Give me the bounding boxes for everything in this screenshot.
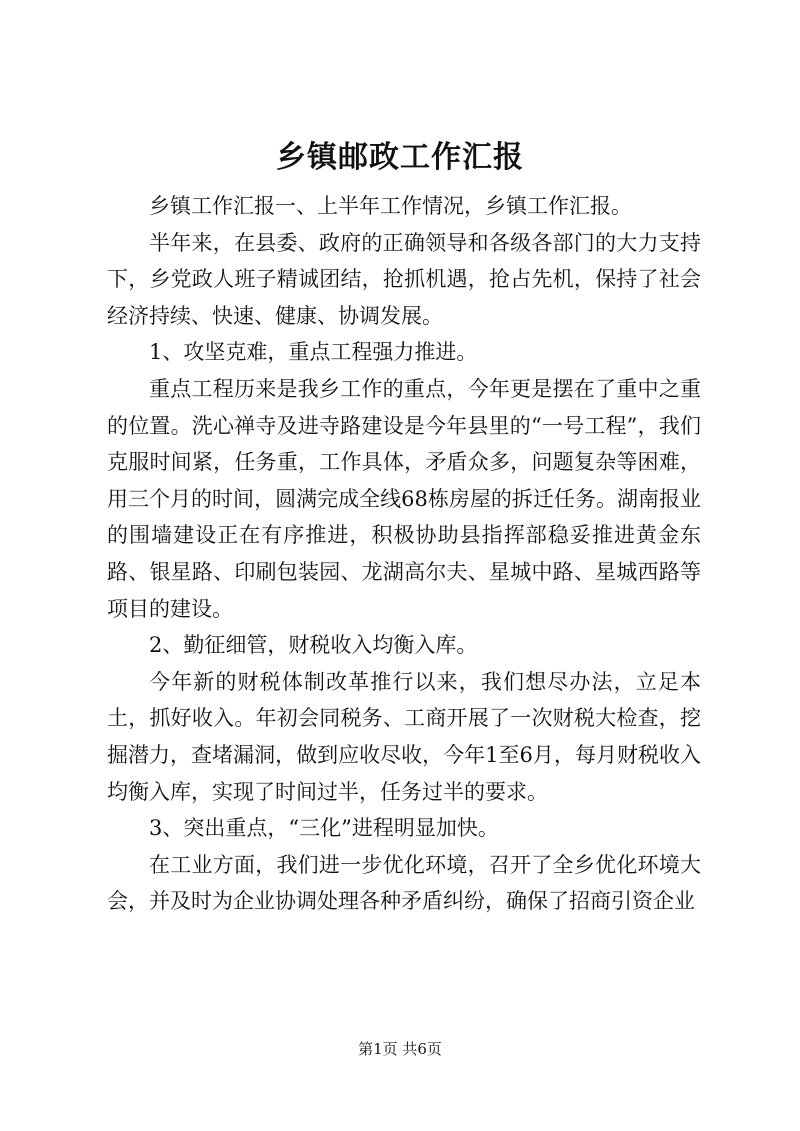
section-heading: 1、攻坚克难，重点工程强力推进。 [149, 340, 478, 365]
document-title: 乡镇邮政工作汇报 [276, 140, 524, 175]
section-heading: 3、突出重点，“三化”进程明显加快。 [149, 816, 499, 841]
paragraph: 重点工程历来是我乡工作的重点，今年更是摆在了重中之重的位置。洗心禅寺及进寺路建设是今年县里的“一号工程”，我们克服时间紧，任务重，工作具体，矛盾众多，问题复杂等困难，用三个月的时间，圆满完成全线68栋房屋的拆迁任务。湖南报业的围墙建设正在有序推进，积极协助县指挥部稳妥推进黄金东路、银星路、印刷包装园、龙湖高尔夫、星城中路、星城西路等项目的建设。 [107, 376, 701, 621]
paragraph: 今年新的财税体制改革推行以来，我们想尽办法，立足本土，抓好收入。年初会同税务、工商开展了一次财税大检查，挖掘潜力，查堵漏洞，做到应收尽收，今年1至6月，每月财税收入均衡入库，实现了时间过半，任务过半的要求。 [107, 669, 701, 804]
paragraph: 乡镇工作汇报一、上半年工作情况，乡镇工作汇报。 [149, 194, 632, 218]
section-heading: 2、勤征细管，财税收入均衡入库。 [149, 633, 478, 658]
document-body [107, 188, 701, 920]
page-footer: 第1页 共6页 [358, 1040, 442, 1058]
paragraph: 在工业方面，我们进一步优化环境，召开了全乡优化环境大会，并及时为企业协调处理各种矛盾纠纷，确保了招商引资企业 [107, 852, 701, 914]
paragraph: 半年来，在县委、政府的正确领导和各级各部门的大力支持下，乡党政人班子精诚团结，抢抓机遇，抢占先机，保持了社会经济持续、快速、健康、协调发展。 [107, 230, 701, 328]
